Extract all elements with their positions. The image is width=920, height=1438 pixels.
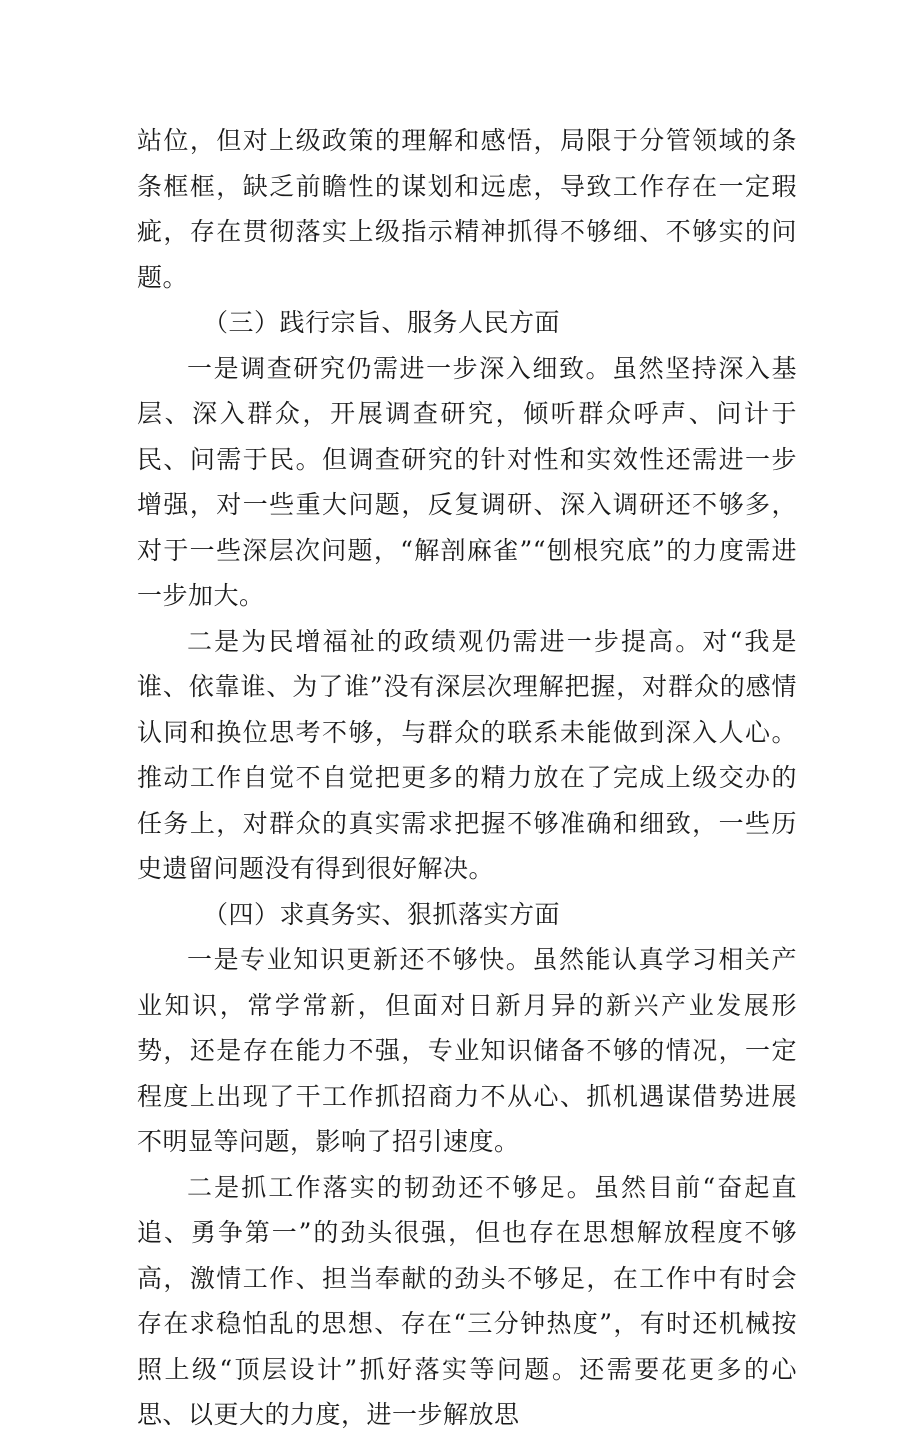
section-heading-four: （四）求真务实、狠抓落实方面 (203, 899, 561, 929)
paragraph-research: 一是调查研究仍需进一步深入细致。虽然坚持深入基层、深入群众，开展调查研究，倾听群众呼声、问计于民、问需于民。但调查研究的针对性和实效性还需进一步增强，对一些重大问题，反复调研、深入调研还不够多，对于一些深层次问题，“解剖麻雀”“刨根究底”的力度需进一步加大。 (137, 353, 797, 610)
paragraph-work-implementation: 二是抓工作落实的韧劲还不够足。虽然目前“奋起直追、勇争第一”的劲头很强，但也存在思想解放程度不够高，激情工作、担当奉献的劲头不够足，在工作中有时会存在求稳怕乱的思想、存在“三分钟热度”，有时还机械按照上级“顶层设计”抓好落实等问题。还需要花更多的心思、以更大的力度，进一步解放思 (137, 1172, 797, 1429)
document-body (137, 118, 797, 1438)
paragraph-people-welfare: 二是为民增福祉的政绩观仍需进一步提高。对“我是谁、依靠谁、为了谁”没有深层次理解把握，对群众的感情认同和换位思考不够，与群众的联系未能做到深入人心。推动工作自觉不自觉把更多的精力放在了完成上级交办的任务上，对群众的真实需求把握不够准确和细致，一些历史遗留问题没有得到很好解决。 (137, 626, 797, 883)
paragraph-continuation: 站位，但对上级政策的理解和感悟，局限于分管领域的条条框框，缺乏前瞻性的谋划和远虑，导致工作存在一定瑕疵，存在贯彻落实上级指示精神抓得不够细、不够实的问题。 (137, 126, 797, 292)
section-heading-three: （三）践行宗旨、服务人民方面 (203, 308, 561, 337)
paragraph-knowledge-update: 一是专业知识更新还不够快。虽然能认真学习相关产业知识，常学常新，但面对日新月异的新兴产业发展形势，还是存在能力不强，专业知识储备不够的情况，一定程度上出现了干工作抓招商力不从心、抓机遇谋借势进展不明显等问题，影响了招引速度。 (137, 945, 797, 1156)
